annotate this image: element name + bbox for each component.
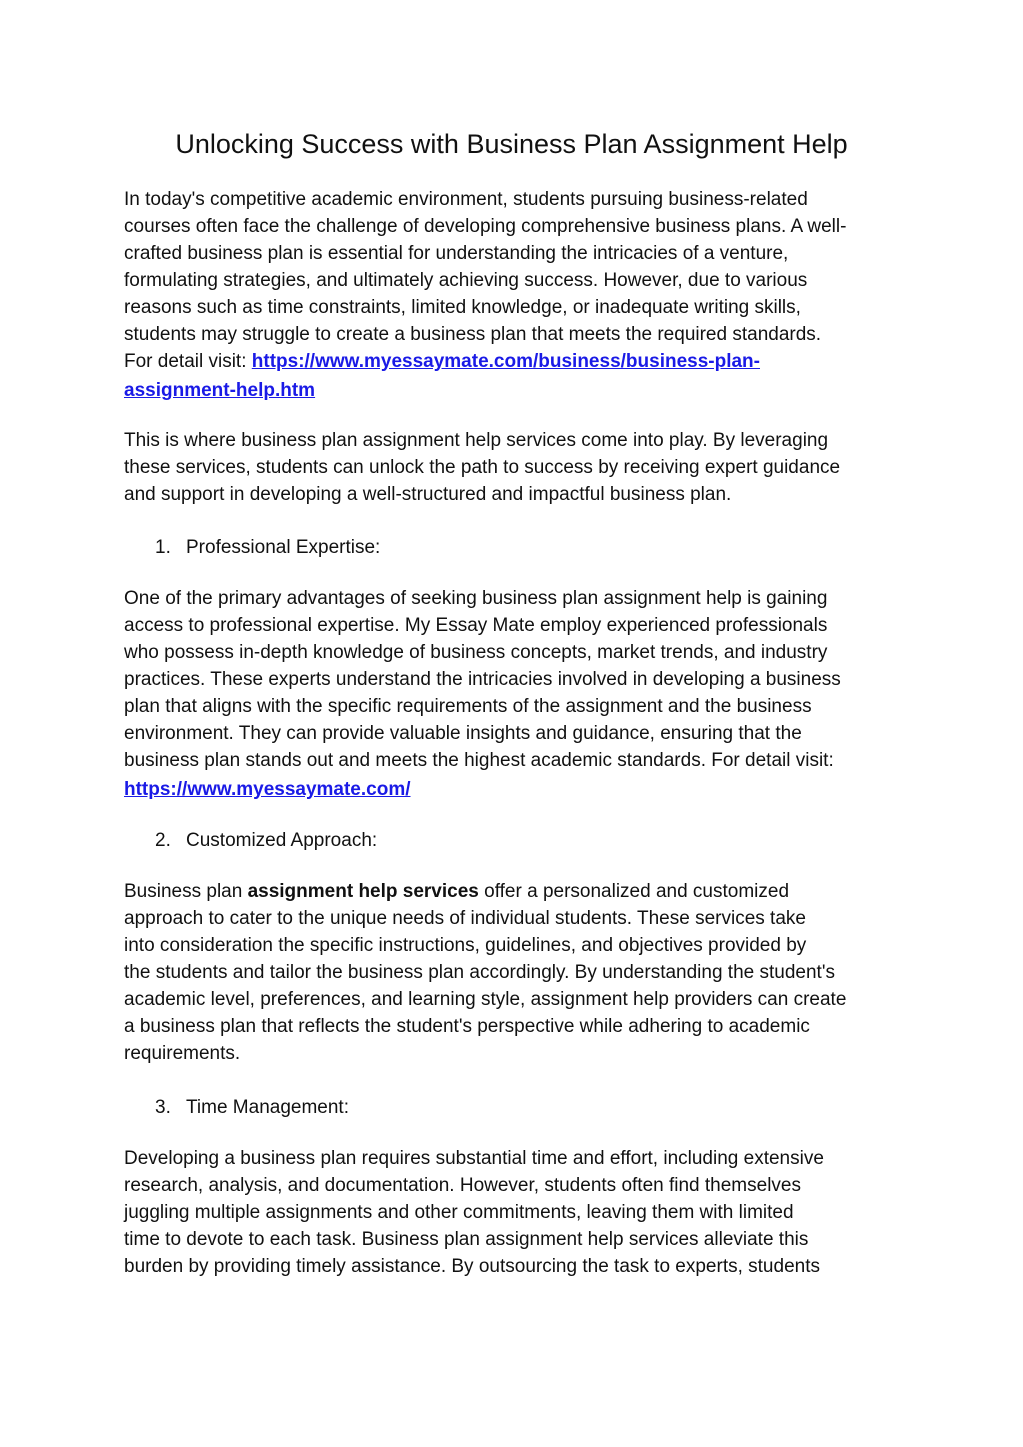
business-plan-link-continued[interactable]: assignment-help.htm xyxy=(124,380,316,401)
bold-phrase: assignment help services xyxy=(247,881,479,902)
paragraph-line: these services, students can unlock the path to success by receiving expert guidance xyxy=(124,457,841,478)
list-item xyxy=(155,534,380,561)
section-suffix: offer a personalized and customized xyxy=(478,881,790,902)
intro-line: crafted business plan is essential for understanding the intricacies of a venture, xyxy=(124,243,789,264)
section-line: who possess in-depth knowledge of business concepts, market trends, and industry xyxy=(124,642,828,663)
section-prefix: Business plan xyxy=(124,881,248,902)
section-line: time to devote to each task. Business plan assignment help services alleviate this xyxy=(124,1229,809,1250)
intro-line: formulating strategies, and ultimately achieving success. However, due to various xyxy=(124,270,808,291)
homepage-link-line xyxy=(124,776,411,803)
detail-prefix: For detail visit: xyxy=(124,351,252,372)
list-label: Customized Approach: xyxy=(186,830,378,851)
list-number: 1. xyxy=(155,537,171,558)
intro-detail-line xyxy=(124,348,760,375)
section-line xyxy=(124,878,789,905)
section-line: burden by providing timely assistance. By outsourcing the task to experts, students xyxy=(124,1256,820,1277)
section-line: research, analysis, and documentation. However, students often find themselves xyxy=(124,1175,801,1196)
business-plan-link[interactable]: https://www.myessaymate.com/business/business-plan- xyxy=(251,351,760,372)
section-line: practices. These experts understand the intricacies involved in developing a business xyxy=(124,669,841,690)
list-number: 3. xyxy=(155,1097,171,1118)
homepage-link[interactable]: https://www.myessaymate.com/ xyxy=(124,779,411,800)
section-line: plan that aligns with the specific requirements of the assignment and the business xyxy=(124,696,812,717)
section-line: One of the primary advantages of seeking business plan assignment help is gaining xyxy=(124,588,828,609)
intro-line: In today's competitive academic environment, students pursuing business-related xyxy=(124,189,808,210)
section-line: Developing a business plan requires substantial time and effort, including extensive xyxy=(124,1148,824,1169)
list-item xyxy=(155,1094,349,1121)
list-item xyxy=(155,827,377,854)
list-number: 2. xyxy=(155,830,171,851)
intro-line: reasons such as time constraints, limited knowledge, or inadequate writing skills, xyxy=(124,297,801,318)
section-line: approach to cater to the unique needs of individual students. These services take xyxy=(124,908,806,929)
list-label: Professional Expertise: xyxy=(186,537,381,558)
intro-line: students may struggle to create a business plan that meets the required standards. xyxy=(124,324,822,345)
section-line: requirements. xyxy=(124,1043,241,1064)
section-line: juggling multiple assignments and other commitments, leaving them with limited xyxy=(124,1202,794,1223)
section-line: a business plan that reflects the student's perspective while adhering to academic xyxy=(124,1016,810,1037)
intro-link-line xyxy=(124,377,315,404)
paragraph-line: This is where business plan assignment help services come into play. By leveraging xyxy=(124,430,829,451)
section-line: into consideration the specific instructions, guidelines, and objectives provided by xyxy=(124,935,807,956)
section-line: environment. They can provide valuable insights and guidance, ensuring that the xyxy=(124,723,802,744)
intro-line: courses often face the challenge of developing comprehensive business plans. A well- xyxy=(124,216,847,237)
section-line: academic level, preferences, and learning style, assignment help providers can create xyxy=(124,989,847,1010)
paragraph-line: and support in developing a well-structured and impactful business plan. xyxy=(124,484,732,505)
page-title: Unlocking Success with Business Plan Assignment Help xyxy=(175,129,848,159)
section-line: the students and tailor the business plan accordingly. By understanding the student's xyxy=(124,962,835,983)
section-line: access to professional expertise. My Essay Mate employ experienced professionals xyxy=(124,615,828,636)
section-line: business plan stands out and meets the highest academic standards. For detail visit: xyxy=(124,750,834,771)
list-label: Time Management: xyxy=(186,1097,349,1118)
